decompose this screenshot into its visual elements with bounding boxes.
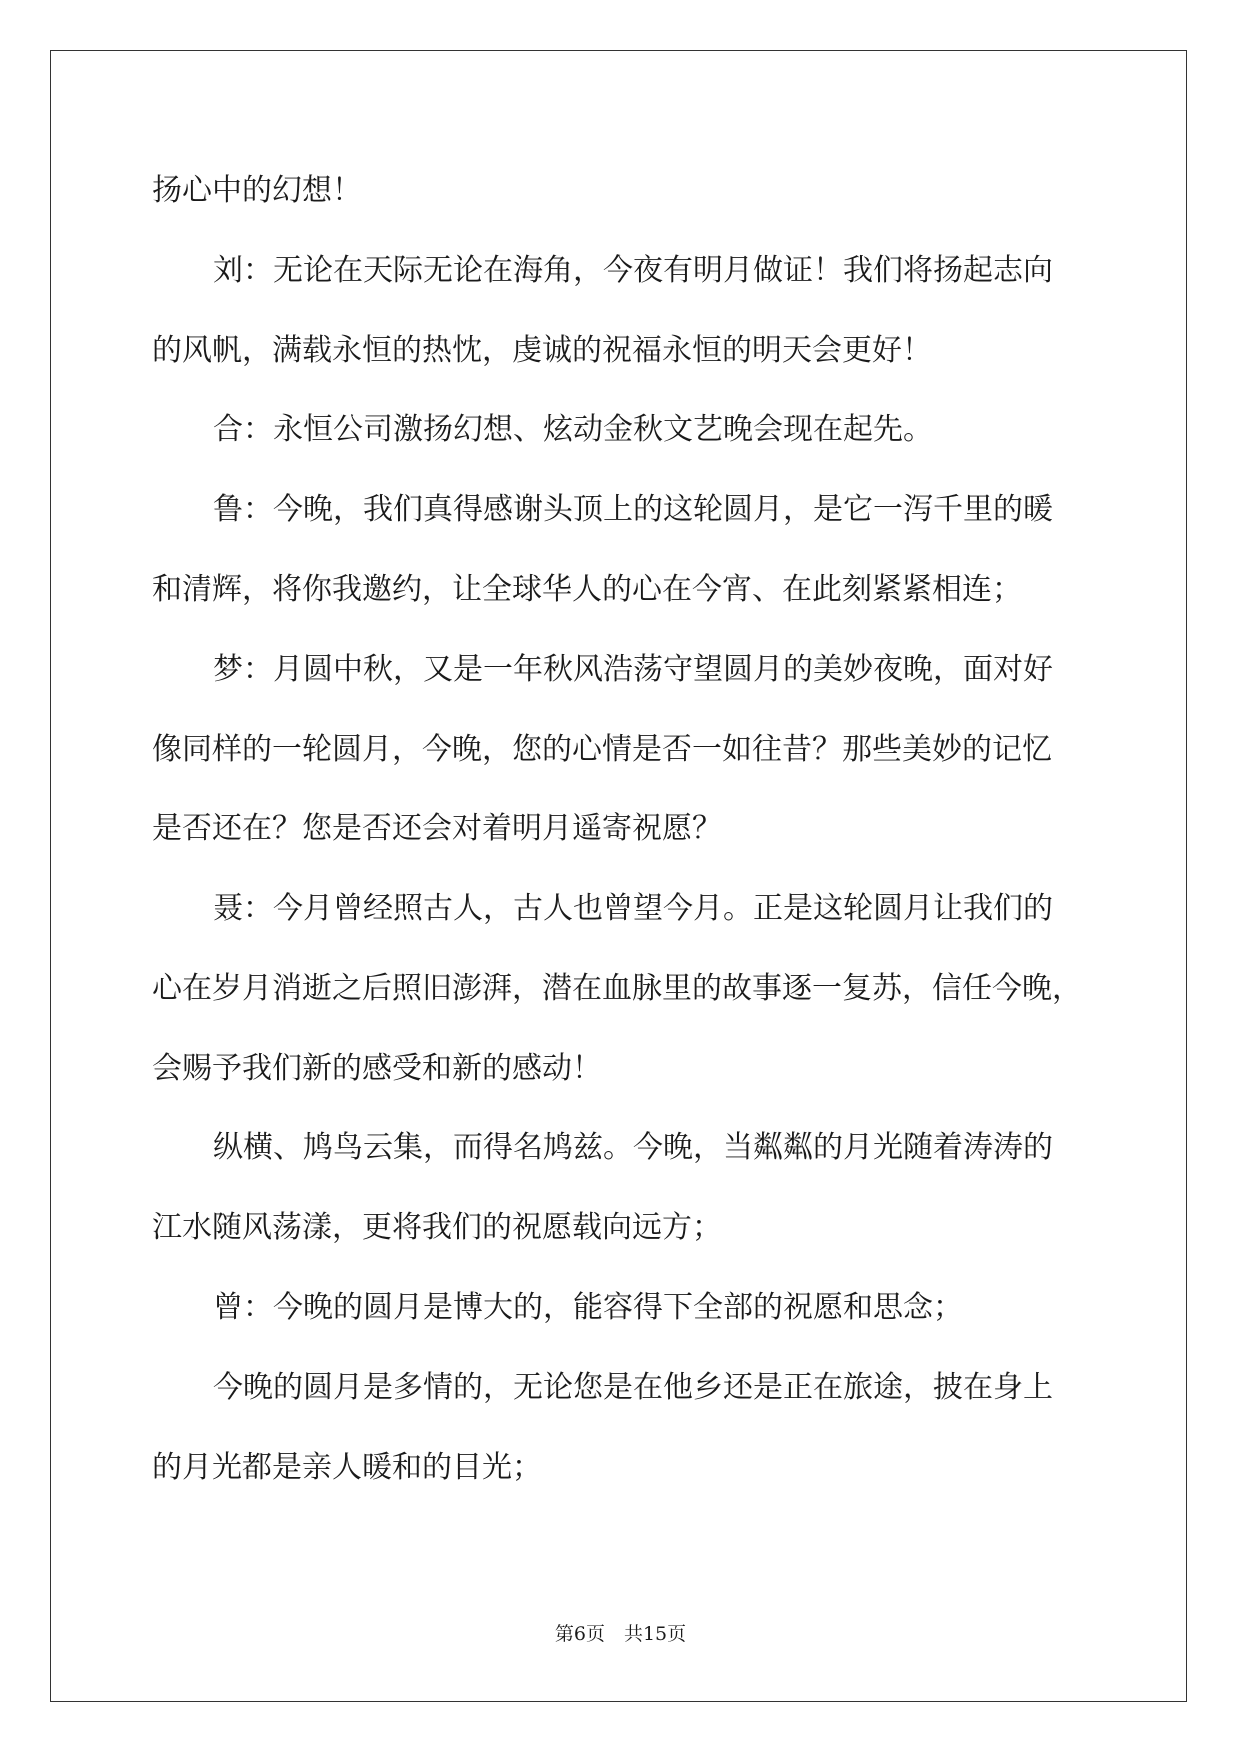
text-line: 纵横、鸠鸟云集，而得名鸠兹。今晚，当粼粼的月光随着涛涛的: [213, 1130, 1053, 1165]
text-line: 心在岁月消逝之后照旧澎湃，潜在血脉里的故事逐一复苏，信任今晚，: [152, 971, 1082, 1006]
text-line: 刘：无论在天际无论在海角，今夜有明月做证！我们将扬起志向: [213, 253, 1053, 288]
text-line: 的月光都是亲人暖和的目光；: [152, 1450, 542, 1485]
text-line: 江水随风荡漾，更将我们的祝愿载向远方；: [152, 1210, 722, 1245]
text-line: 会赐予我们新的感受和新的感动！: [152, 1051, 602, 1086]
text-line: 扬心中的幻想！: [152, 173, 362, 208]
page-number-footer: 第6页 共15页: [554, 1623, 687, 1645]
text-line: 聂：今月曾经照古人，古人也曾望今月。正是这轮圆月让我们的: [213, 891, 1053, 926]
text-line: 和清辉，将你我邀约，让全球华人的心在今宵、在此刻紧紧相连；: [152, 572, 1022, 607]
text-line: 是否还在？您是否还会对着明月遥寄祝愿？: [152, 811, 722, 846]
text-line: 鲁：今晚，我们真得感谢头顶上的这轮圆月，是它一泻千里的暖: [213, 492, 1053, 527]
text-line: 像同样的一轮圆月，今晚，您的心情是否一如往昔？那些美妙的记忆: [152, 732, 1052, 767]
text-line: 今晚的圆月是多情的，无论您是在他乡还是正在旅途，披在身上: [213, 1370, 1053, 1405]
text-line: 的风帆，满载永恒的热忱，虔诚的祝福永恒的明天会更好！: [152, 333, 932, 368]
text-line: 合：永恒公司激扬幻想、炫动金秋文艺晚会现在起先。: [213, 412, 933, 447]
text-line: 梦：月圆中秋，又是一年秋风浩荡守望圆月的美妙夜晚，面对好: [213, 652, 1053, 687]
text-line: 曾：今晚的圆月是博大的，能容得下全部的祝愿和思念；: [213, 1290, 963, 1325]
